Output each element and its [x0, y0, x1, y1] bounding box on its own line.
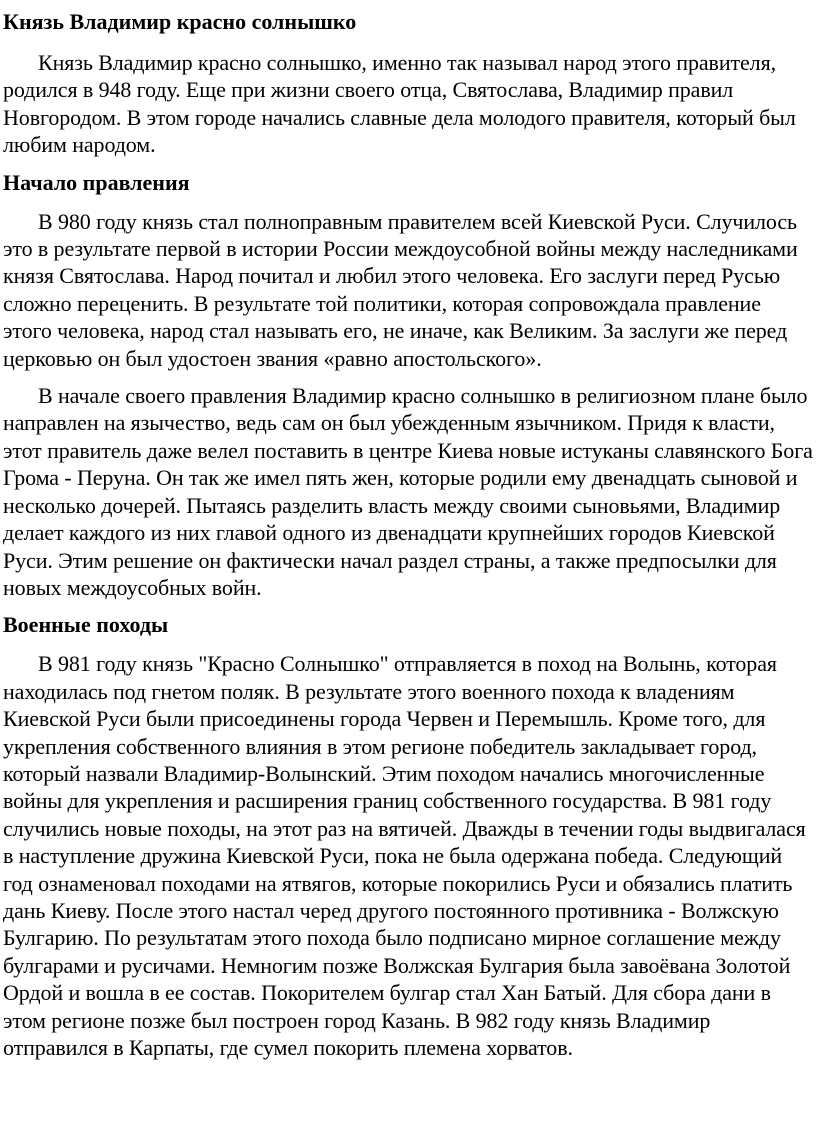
document-title: Князь Владимир красно солнышко [3, 9, 357, 34]
paragraph: В 981 году князь "Красно Солнышко" отправляется в поход на Волынь, которая находилась под гнетом поляк. В результате этого военного похода к владениям Киевской Руси были присоединены города Червен и Перемышль. Кроме того, для укрепления собственного влияния в этом регионе победитель закладывает город, который назвали Владимир-Волынский. Этим походом начались многочисленные войны для укрепления и расширения границ собственного государства. В 981 году случились новые походы, на этот раз на вятичей. Дважды в течении годы выдвигалася в наступление дружина Киевской Руси, пока не была одержана победа. Следующий год ознаменовал походами на ятвягов, которые покорились Руси и обязались платить дань Киеву. После этого настал черед другого постоянного противника - Волжскую Булгарию. По результатам этого похода было подписано мирное соглашение между булгарами и русичами. Немногим позже Волжская Булгария была завоёвана Золотой Ордой и вошла в ее состав. Покорителем булгар стал Хан Батый. Для сбора дани в этом регионе позже был построен город Казань. В 982 году князь Владимир отправился в Карпаты, где сумел покорить племена хорватов. [3, 651, 806, 1060]
section-heading: Военные походы [3, 612, 169, 638]
paragraph: В 980 году князь стал полноправным правителем всей Киевской Руси. Случилось это в результате первой в истории России междоусобной войны между наследниками князя Святослава. Народ почитал и любил этого человека. Его заслуги перед Русью сложно переценить. В результате той политики, которая сопровождала правление этого человека, народ стал называть его, не иначе, как Великим. За заслуги же перед церковью он был удостоен звания «равно апостольского». [3, 208, 798, 371]
paragraph: В начале своего правления Владимир красно солнышко в религиозном плане было направлен на язычество, ведь сам он был убежденным язычником. Придя к власти, этот правитель даже велел поставить в центре Киева новые истуканы славянского Бога Грома - Перуна. Он так же имел пять жен, которые родили ему двенадцать сыновой и несколько дочерей. Пытаясь разделить власть между своими сыновьями, Владимир делает каждого из них главой одного из двенадцати крупнейших городов Киевской Руси. Этим решение он фактически начал раздел страны, а также предпосылки для новых междоусобных войн. [3, 383, 813, 600]
document-page [0, 8, 816, 1061]
section-intro [3, 49, 814, 159]
paragraph: Князь Владимир красно солнышко, именно так называл народ этого правителя, родился в 948 году. Еще при жизни своего отца, Святослава, Владимир правил Новгородом. В этом городе начались славные дела молодого правителя, который был любим народом. [3, 50, 796, 158]
section-heading: Начало правления [3, 169, 190, 195]
section-military-campaigns [3, 611, 814, 1061]
section-reign-start [3, 169, 814, 602]
